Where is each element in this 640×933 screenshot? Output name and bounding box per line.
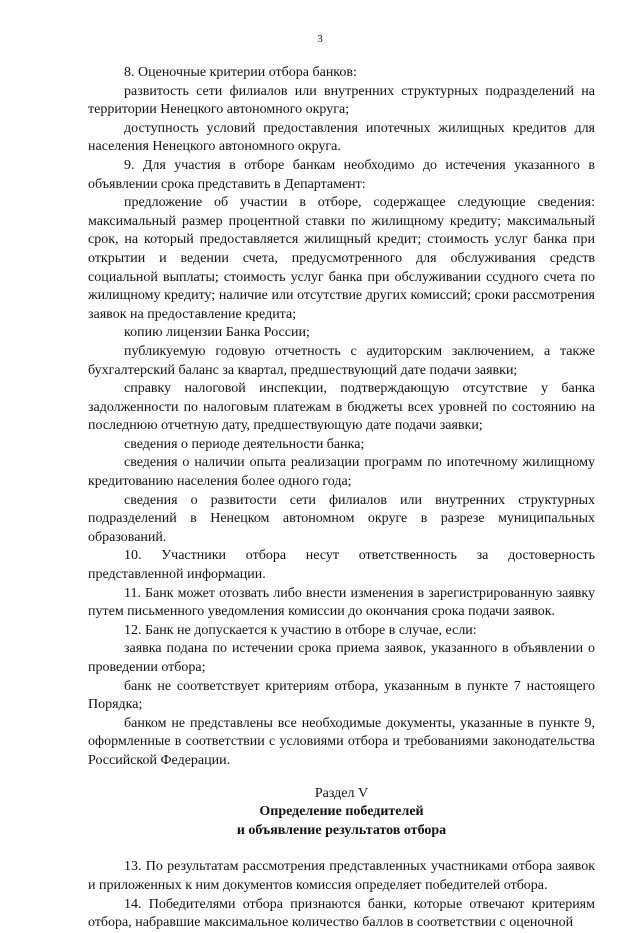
paragraph: предложение об участии в отборе, содержащее следующие сведения: максимальный размер процентной ставки по жилищному кредиту; максимальный срок, на который предоставляется жилищный кредит; стоимость услуг банка при открытии и ведении счета, предусмотренного для обслуживания средств социальной выплаты; стоимость услуг банка при обслуживании ссудного счета по жилищному кредиту; наличие или отсутствие других комиссий; сроки рассмотрения заявок на предоставление кредита; xyxy=(88,195,595,322)
paragraph: сведения о наличии опыта реализации программ по ипотечному жилищному кредитованию населения более одного года; xyxy=(88,455,595,490)
paragraph: сведения о развитости сети филиалов или внутренних структурных подразделений в Ненецком автономном округе в разрезе муниципальных образований. xyxy=(88,492,595,545)
paragraph: доступность условий предоставления ипотечных жилищных кредитов для населения Ненецкого автономного округа. xyxy=(88,120,595,155)
paragraph: развитость сети филиалов или внутренних структурных подразделений на территории Ненецкого автономного округа; xyxy=(88,83,595,118)
page-number: 3 xyxy=(317,33,323,45)
paragraph: публикуемую годовую отчетность с аудиторским заключением, а также бухгалтерский баланс за квартал, предшествующий дате подачи заявки; xyxy=(88,343,595,378)
paragraph: сведения о периоде деятельности банка; xyxy=(124,436,365,452)
paragraph: 10. Участники отбора несут ответственность за достоверность представленной информации. xyxy=(88,548,595,583)
paragraph: копию лицензии Банка России; xyxy=(124,325,310,341)
section-number: Раздел V xyxy=(314,785,369,801)
section-title-line-2: и объявление результатов отбора xyxy=(236,822,447,838)
paragraph: банк не соответствует критериям отбора, указанным в пункте 7 настоящего Порядка; xyxy=(88,678,595,713)
paragraph: 11. Банк может отозвать либо внести изменения в зарегистрированную заявку путем письменного уведомления комиссии до окончания срока подачи заявок. xyxy=(88,585,595,620)
paragraph: 12. Банк не допускается к участию в отборе в случае, если: xyxy=(124,622,477,638)
paragraph: 9. Для участия в отборе банкам необходимо до истечения указанного в объявлении срока представить в Департамент: xyxy=(88,157,595,192)
paragraph: 8. Оценочные критерии отбора банков: xyxy=(124,65,357,80)
paragraph: 13. По результатам рассмотрения представленных участниками отбора заявок и приложенных к ним документов комиссия определяет победителей отбора. xyxy=(88,859,595,893)
section-title-line-1: Определение победителей xyxy=(259,804,424,820)
paragraph: справку налоговой инспекции, подтверждающую отсутствие у банка задолженности по налоговым платежам в бюджеты всех уровней по состоянию на последнюю отчетную дату, предшествующую дате подачи заявки; xyxy=(88,381,595,434)
paragraph: заявка подана по истечении срока приема заявок, указанного в объявлении о проведении отбора; xyxy=(88,641,595,675)
paragraph: 14. Победителями отбора признаются банки, которые отвечают критериям отбора, набравшие максимальное количество баллов в соответствии с оценочной xyxy=(88,896,595,931)
document-body xyxy=(88,64,595,933)
paragraph: банком не представлены все необходимые документы, указанные в пункте 9, оформленные в соответствии с условиями отбора и требованиями законодательства Российской Федерации. xyxy=(88,715,595,768)
